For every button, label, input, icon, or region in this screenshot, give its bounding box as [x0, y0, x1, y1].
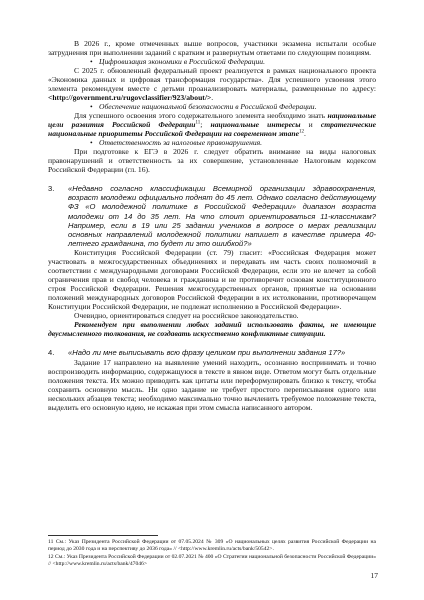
text: и [300, 120, 321, 129]
emphasis-strategic-priorities: стратегические национальные приоритеты Российской Федерации на современном этапе [48, 120, 376, 138]
text: . [303, 129, 306, 138]
bullet-icon: • [90, 57, 93, 66]
bullet-text: Ответственность за налоговые правонарушения. [99, 138, 263, 147]
question-text: «Надо ли мне выписывать всю фразу целиком при выполнении задания 17?» [68, 348, 346, 358]
emphasis-national-interests: национальные интересы [210, 120, 301, 129]
paragraph-tax: При подготовке к ЕГЭ в 2026 г. следует обратить внимание на виды налоговых правонарушений и ответственность за их совершение, установленные Налоговым кодексом Российской Федерации (гл. 16). [48, 147, 376, 174]
footnote-ref-12[interactable]: 12 [298, 129, 304, 135]
paragraph-national-goals [48, 111, 376, 138]
bullet-icon: • [90, 102, 93, 111]
paragraph-conclusion: Очевидно, ориентироваться следует на российское законодательство. [74, 311, 299, 321]
bullet-text: Цифровизация экономики в Российской Федерации. [99, 57, 266, 66]
bullet-text: Обеспечение национальной безопасности в Российской Федерации. [99, 102, 317, 111]
footnote-11: 11 См.: Указ Президента Российской Федерации от 07.05.2024 № 309 «О национальных целях развития Российской Федерации на период до 2030 года и на перспективу до 2036 года» // <http://www.kremlin.ru/acts/bank/50542>. [48, 539, 376, 552]
bullet-digitalization [90, 57, 376, 66]
recommendation-text: Рекомендуем при выполнении любых заданий использовать факты, не имеющие двусмысленного толкования, не создавать искусственно конфликтные ситуации. [48, 320, 376, 339]
footnote-ref-11[interactable]: 11 [195, 120, 201, 126]
page-number: 17 [370, 571, 378, 580]
paragraph-digital-project [48, 66, 376, 102]
government-link[interactable]: <http://government.ru/rugovclassifier/923/about/> [48, 93, 212, 102]
question-number: 3. [48, 184, 55, 193]
paragraph-task-17: Задание 17 направлено на выявление умений находить, осознанно воспринимать и точно воспроизводить информацию, содержащуюся в тексте в явном виде. Ответом могут быть отдельные положения текста. Их можно приводить как цитаты или переформулировать близко к тексту, чтобы сохранить основную мысль. Ни одно задание не требует простого переписывания одного или нескольких абзацев текста; необходимо максимально точно вычленить требуемое положение текста, выделить его основную идею, не искажая при этом смысла написанного автором. [48, 357, 376, 412]
question-text: «Недавно согласно классификации Всемирной организации здравоохранения, возраст молодежи официально поднят до 45 лет. Однако согласно действующему ФЗ «О молодежной политике в Российской Федерации» диапазон возраста молодежи от 14 до 35 лет. На что стоит ориентироваться 11-классникам? Например, если в 19 или 25 задании учеников в вопросе о мерах реализации основных направлений молодежной политики напишет в качестве примера 40-летнего гражданина, то будет ли это ошибкой?» [68, 184, 376, 249]
text: Для успешного освоения этого содержательного элемента необходимо знать [74, 111, 328, 120]
paragraph-intro: В 2026 г., кроме отмеченных выше вопросов, участники экзамена испытали особые затруднения при выполнении заданий с кратким и развернутым ответами по следующим позициям. [48, 39, 376, 57]
question-number: 4. [48, 348, 55, 358]
bullet-tax [90, 138, 376, 147]
question-4 [48, 348, 376, 357]
question-3 [48, 184, 376, 248]
paragraph-constitution: Конституция Российской Федерации (ст. 79) гласит: «Российская Федерация может участвовать в межгосударственных объединениях и передавать им часть своих полномочий в соответствии с международными договорами Российской Федерации, если это не влечет за собой ограничения прав и свобод человека и гражданина и не противоречит основам конституционного строя Российской Федерации. Решения межгосударственных органов, принятые на основании положений международных договоров Российской Федерации в их истолковании, противоречащем Конституции Российской Федерации, не подлежат исполнению в Российской Федерации». [48, 248, 376, 312]
text: ; [200, 120, 211, 129]
paragraph-recommendation [48, 320, 376, 338]
footnote-separator [48, 535, 158, 536]
footnote-12: 12 См.: Указ Президента Российской Федерации от 02.07.2021 № 400 «О Стратегии национальной безопасности Российской Федерации» // <http://www.kremlin.ru/acts/bank/47046> [48, 554, 376, 567]
text: . [211, 93, 214, 102]
bullet-security [90, 102, 376, 111]
text: С 2025 г. обновленный федеральный проект реализуется в рамках национального проекта «Экономика данных и цифровая трансформация государства». Для успешного усвоения этого элемента рекомендуем вместе с детьми проанализировать материалы, размещенные по адресу: [48, 66, 376, 93]
bullet-icon: • [90, 138, 93, 147]
emphasis-national-goals: национальные цели развития Российской Федерации [48, 111, 376, 129]
